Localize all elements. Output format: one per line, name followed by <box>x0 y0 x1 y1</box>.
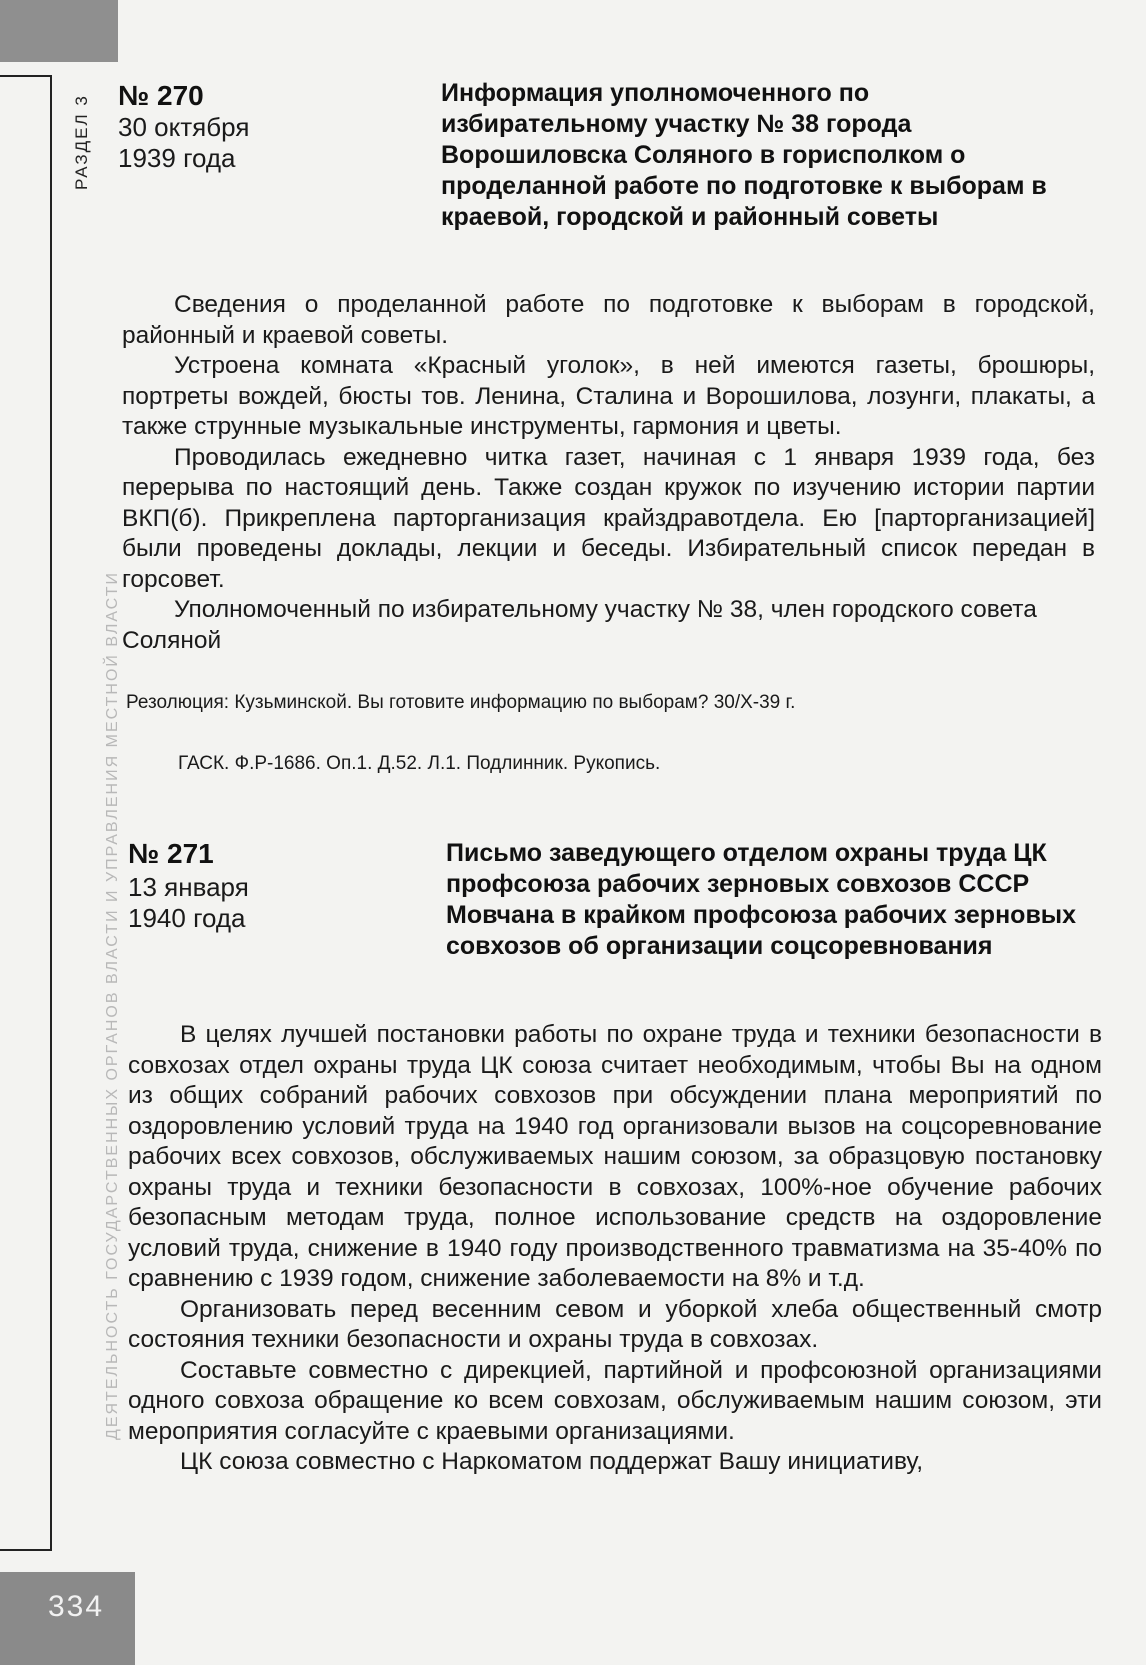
doc-271-body <box>128 1020 1102 1478</box>
doc-270-paragraph-1: Сведения о проделанной работе по подготовке к выборам в городской, районный и краевой советы. <box>122 291 1095 349</box>
top-corner-tab <box>0 0 118 62</box>
doc-270-resolution: Резолюция: Кузьминской. Вы готовите информацию по выборам? 30/Х-39 г. <box>126 692 796 713</box>
doc-270-archive-reference: ГАСК. Ф.Р-1686. Оп.1. Д.52. Л.1. Подлинник. Рукопись. <box>178 753 661 774</box>
doc-271-paragraph-3: Составьте совместно с дирекцией, партийной и профсоюзной организациями одного совхоза обращение ко всем совхозам, обслуживаемым нашим союзом, эти мероприятия согласуйте с краевыми организациями. <box>128 1356 1102 1445</box>
section-label: РАЗДЕЛ 3 <box>72 94 91 190</box>
doc-271-paragraph-4: ЦК союза совместно с Наркоматом поддержат Вашу инициативу, <box>180 1448 924 1475</box>
doc-271-number: № 271 <box>128 838 214 869</box>
doc-271-title: Письмо заведующего отделом охраны труда ЦК профсоюза рабочих зерновых совхозов СССР Мовчана в крайком профсоюза рабочих зерновых совхозов об организации соцсоревнования <box>446 839 1077 960</box>
doc-271-paragraph-1: В целях лучшей постановки работы по охране труда и техники безопасности в совхозах отдел охраны труда ЦК союза считает необходимым, чтобы Вы на одном из общих собраний рабочих совхозов при обсуждении плана мероприятий по оздоровлению условий труда на 1940 год организовали вызов на соцсоревнование рабочих всех совхозов, обслуживаемых нашим союзом, за образцовую постановку охраны труда и техники безопасности в совхозах, 100%-ное обучение рабочих безопасным методам труда, полное использование средств на оздоровление условий труда, снижение в 1940 году производственного травматизма на 35-40% по сравнению с 1939 годом, снижение заболеваемости на 8% и т.д. <box>128 1021 1102 1292</box>
page-number: 334 <box>48 1590 105 1623</box>
side-frame <box>0 75 52 1551</box>
doc-270-paragraph-2: Устроена комната «Красный уголок», в ней имеются газеты, брошюры, портреты вождей, бюсты тов. Ленина, Сталина и Ворошилова, лозунги, плакаты, а также струнные музыкальные инструменты, гармония и цветы. <box>122 352 1095 440</box>
doc-271-paragraph-2: Организовать перед весенним севом и уборкой хлеба общественный смотр состояния техники безопасности и охраны труда в совхозах. <box>128 1295 1102 1353</box>
side-ghost-text: ДЕЯТЕЛЬНОСТЬ ГОСУДАРСТВЕННЫХ ОРГАНОВ ВЛАСТИ И УПРАВЛЕНИЯ МЕСТНОЙ ВЛАСТИ <box>104 571 121 1440</box>
doc-270-body <box>122 290 1095 656</box>
doc-270-number: № 270 <box>118 80 204 111</box>
doc-270-paragraph-3: Проводилась ежедневно читка газет, начиная с 1 января 1939 года, без перерыва по настоящий день. Также создан кружок по изучению истории партии ВКП(б). Прикреплена парторганизация крайздравотдела. Ею [парторганизацией] были проведены доклады, лекции и беседы. Избирательный список передан в горсовет. <box>122 443 1095 593</box>
doc-270-date: 30 октября 1939 года <box>118 112 250 173</box>
doc-270-paragraph-4: Уполномоченный по избирательному участку № 38, член городского совета Соляной <box>122 596 1037 654</box>
doc-270-title: Информация уполномоченного по избирательному участку № 38 города Ворошиловска Соляного в горисполком о проделанной работе по подготовке к выборам в краевой, городской и районный советы <box>441 79 1047 231</box>
doc-271-date: 13 января 1940 года <box>128 872 249 933</box>
